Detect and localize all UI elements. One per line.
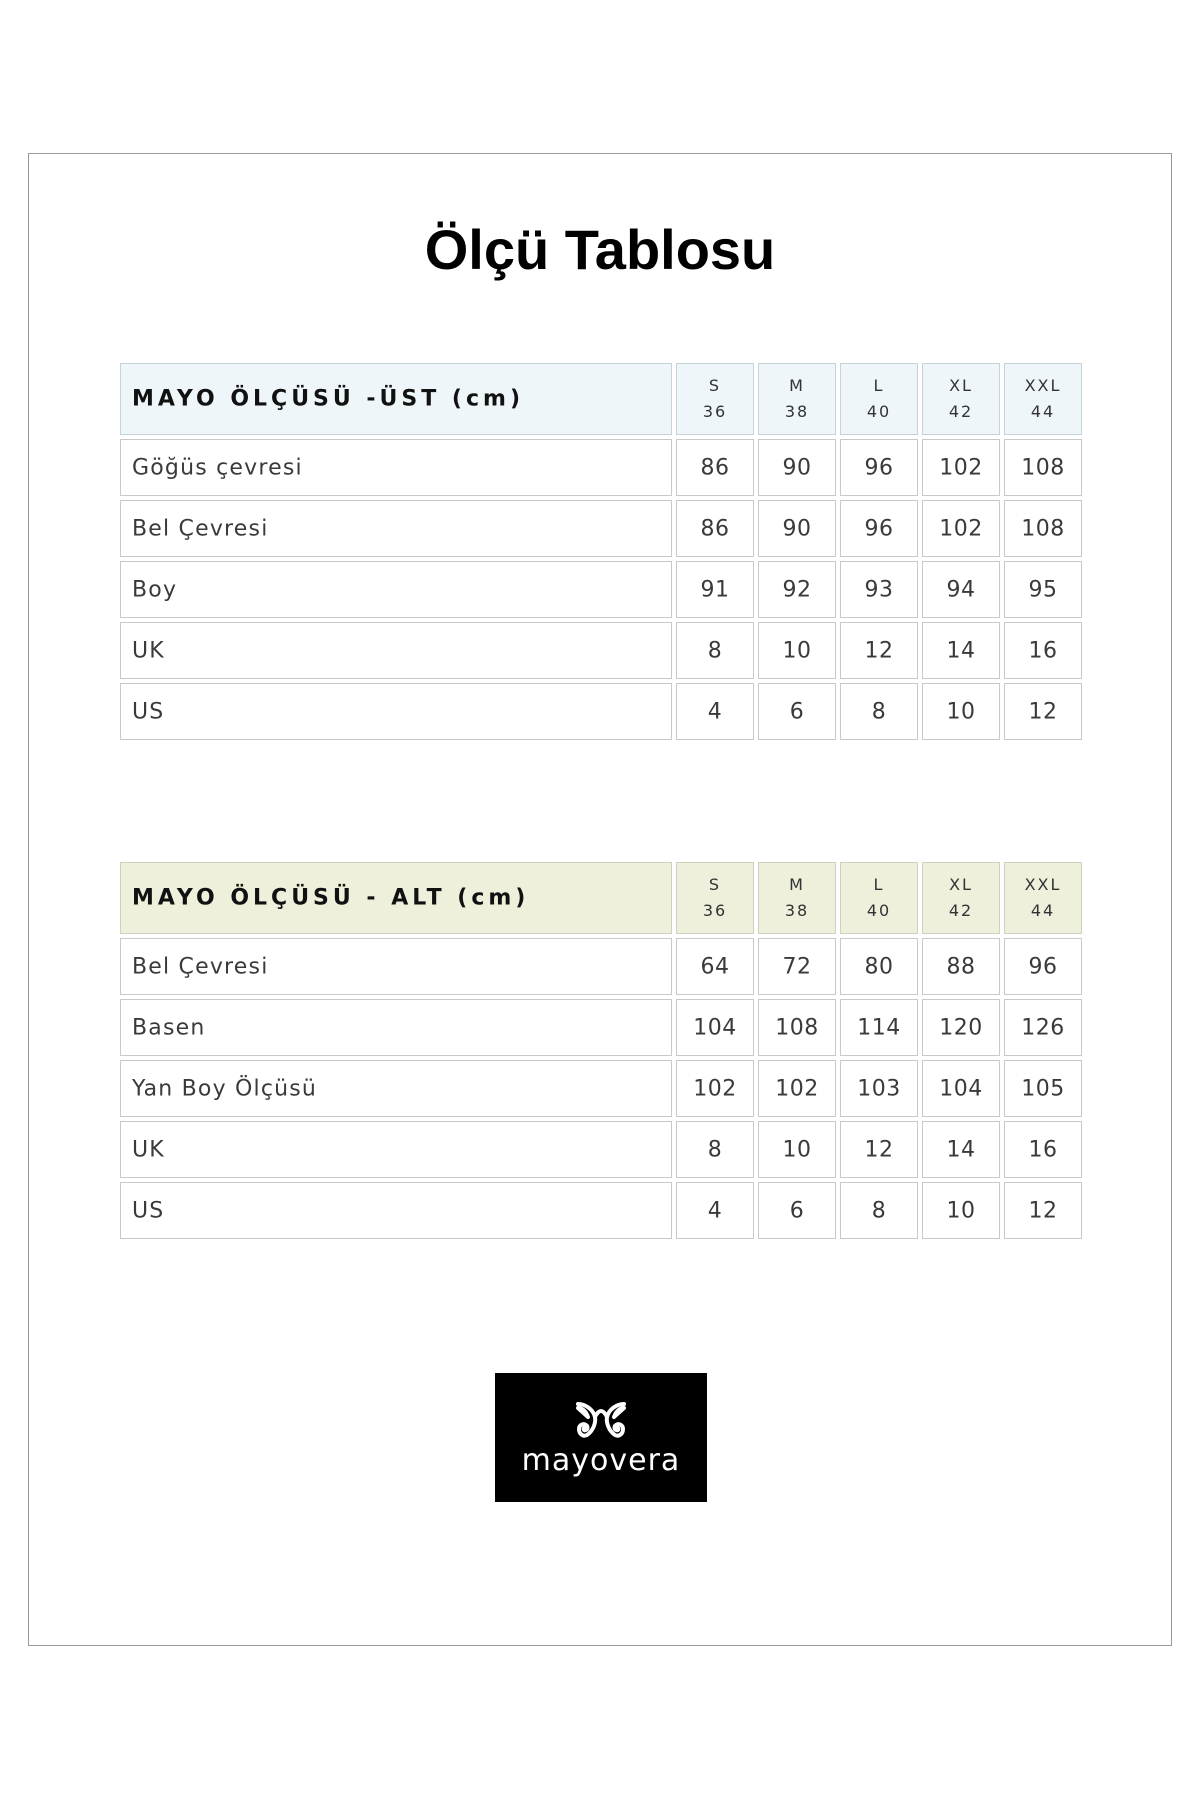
size-header-cell [840, 363, 918, 435]
size-header-cell [840, 862, 918, 934]
row-label: Bel Çevresi [132, 954, 269, 979]
row-label-cell [120, 500, 672, 557]
measurement-value: 64 [700, 954, 730, 979]
measurement-value: 90 [782, 455, 812, 480]
measurement-value: 94 [946, 577, 976, 602]
value-cell [1004, 938, 1082, 995]
value-cell [840, 1121, 918, 1178]
value-cell [1004, 999, 1082, 1056]
row-label: UK [132, 1137, 165, 1162]
row-label: Boy [132, 577, 178, 602]
value-cell [922, 683, 1000, 740]
value-cell [676, 1121, 754, 1178]
measurement-value: 10 [782, 1137, 812, 1162]
measurement-value: 95 [1028, 577, 1058, 602]
row-label: US [132, 699, 165, 724]
table-heading: MAYO ÖLÇÜSÜ - ALT (cm) [132, 885, 530, 911]
measurement-value: 93 [864, 577, 894, 602]
brand-logo [495, 1373, 707, 1502]
value-cell [676, 1060, 754, 1117]
measurement-value: 4 [707, 1198, 723, 1223]
measurement-value: 120 [939, 1015, 983, 1040]
size-number: 44 [1030, 402, 1056, 421]
value-cell [922, 1060, 1000, 1117]
measurement-value: 108 [1021, 516, 1065, 541]
value-cell [1004, 500, 1082, 557]
size-header-cell [676, 862, 754, 934]
value-cell [922, 439, 1000, 496]
table-row [120, 938, 1082, 995]
measurement-value: 8 [707, 1137, 723, 1162]
measurement-value: 72 [782, 954, 812, 979]
value-cell [922, 622, 1000, 679]
mayovera-logo-icon [575, 1401, 627, 1443]
measurement-value: 102 [939, 516, 983, 541]
measurement-value: 102 [775, 1076, 819, 1101]
row-label: Yan Boy Ölçüsü [132, 1076, 318, 1101]
measurement-value: 10 [946, 699, 976, 724]
measurement-value: 12 [864, 638, 894, 663]
value-cell [676, 938, 754, 995]
measurement-value: 6 [789, 699, 805, 724]
size-letter: XXL [1024, 875, 1062, 894]
value-cell [1004, 439, 1082, 496]
size-number: 38 [784, 901, 810, 920]
value-cell [840, 561, 918, 618]
value-cell [840, 999, 918, 1056]
value-cell [840, 439, 918, 496]
page-title: Ölçü Tablosu [424, 218, 776, 281]
size-number: 42 [948, 402, 974, 421]
measurement-value: 86 [700, 516, 730, 541]
value-cell [1004, 1182, 1082, 1239]
size-header-cell [758, 363, 836, 435]
measurement-value: 10 [782, 638, 812, 663]
size-header-cell [1004, 363, 1082, 435]
measurement-value: 96 [864, 516, 894, 541]
size-number: 36 [702, 901, 728, 920]
value-cell [922, 999, 1000, 1056]
row-label: Basen [132, 1015, 206, 1040]
value-cell [1004, 622, 1082, 679]
size-number: 44 [1030, 901, 1056, 920]
row-label-cell [120, 1182, 672, 1239]
value-cell [676, 683, 754, 740]
size-header-cell [922, 363, 1000, 435]
value-cell [676, 1182, 754, 1239]
table-heading: MAYO ÖLÇÜSÜ -ÜST (cm) [132, 386, 524, 412]
value-cell [758, 500, 836, 557]
measurement-value: 114 [857, 1015, 901, 1040]
value-cell [922, 561, 1000, 618]
table-row [120, 1060, 1082, 1117]
table-row [120, 999, 1082, 1056]
measurement-value: 90 [782, 516, 812, 541]
value-cell [758, 439, 836, 496]
value-cell [758, 999, 836, 1056]
value-cell [676, 622, 754, 679]
size-number: 42 [948, 901, 974, 920]
row-label: US [132, 1198, 165, 1223]
measurement-value: 104 [693, 1015, 737, 1040]
measurement-value: 14 [946, 1137, 976, 1162]
value-cell [840, 938, 918, 995]
row-label-cell [120, 1121, 672, 1178]
measurement-value: 102 [939, 455, 983, 480]
row-label-cell [120, 622, 672, 679]
table-row [120, 622, 1082, 679]
value-cell [922, 1121, 1000, 1178]
row-label-cell [120, 683, 672, 740]
size-letter: XL [949, 376, 973, 395]
measurement-value: 14 [946, 638, 976, 663]
table-heading-cell [120, 862, 672, 934]
measurement-value: 8 [871, 699, 887, 724]
row-label: Bel Çevresi [132, 516, 269, 541]
value-cell [1004, 561, 1082, 618]
value-cell [922, 500, 1000, 557]
value-cell [676, 439, 754, 496]
table-header-row [120, 363, 1082, 435]
row-label-cell [120, 1060, 672, 1117]
size-header-cell [758, 862, 836, 934]
measurement-value: 16 [1028, 1137, 1058, 1162]
measurement-value: 8 [871, 1198, 887, 1223]
top-size-table [120, 363, 1082, 744]
value-cell [758, 622, 836, 679]
value-cell [922, 1182, 1000, 1239]
value-cell [922, 938, 1000, 995]
measurement-value: 6 [789, 1198, 805, 1223]
value-cell [758, 1121, 836, 1178]
measurement-value: 126 [1021, 1015, 1065, 1040]
table-header-row [120, 862, 1082, 934]
measurement-value: 96 [1028, 954, 1058, 979]
measurement-value: 108 [1021, 455, 1065, 480]
measurement-value: 103 [857, 1076, 901, 1101]
value-cell [676, 999, 754, 1056]
size-number: 40 [866, 901, 892, 920]
value-cell [840, 622, 918, 679]
size-letter: S [708, 376, 722, 395]
row-label-cell [120, 561, 672, 618]
value-cell [1004, 1060, 1082, 1117]
measurement-value: 12 [864, 1137, 894, 1162]
measurement-value: 91 [700, 577, 730, 602]
size-letter: M [789, 875, 805, 894]
value-cell [1004, 1121, 1082, 1178]
table-row [120, 500, 1082, 557]
size-letter: M [789, 376, 805, 395]
size-number: 40 [866, 402, 892, 421]
size-letter: L [873, 875, 885, 894]
value-cell [1004, 683, 1082, 740]
measurement-value: 8 [707, 638, 723, 663]
measurement-value: 4 [707, 699, 723, 724]
row-label: Göğüs çevresi [132, 455, 303, 480]
size-number: 36 [702, 402, 728, 421]
measurement-value: 92 [782, 577, 812, 602]
size-letter: S [708, 875, 722, 894]
value-cell [676, 500, 754, 557]
value-cell [758, 938, 836, 995]
size-header-cell [1004, 862, 1082, 934]
measurement-value: 104 [939, 1076, 983, 1101]
measurement-value: 108 [775, 1015, 819, 1040]
value-cell [840, 683, 918, 740]
size-letter: L [873, 376, 885, 395]
value-cell [758, 1182, 836, 1239]
size-letter: XXL [1024, 376, 1062, 395]
measurement-value: 105 [1021, 1076, 1065, 1101]
value-cell [758, 1060, 836, 1117]
table-row [120, 561, 1082, 618]
measurement-value: 10 [946, 1198, 976, 1223]
logo-text: mayovera [521, 1443, 681, 1478]
size-letter: XL [949, 875, 973, 894]
measurement-value: 12 [1028, 699, 1058, 724]
value-cell [676, 561, 754, 618]
measurement-value: 88 [946, 954, 976, 979]
table-heading-cell [120, 363, 672, 435]
measurement-value: 102 [693, 1076, 737, 1101]
size-header-cell [676, 363, 754, 435]
measurement-value: 80 [864, 954, 894, 979]
value-cell [840, 500, 918, 557]
row-label-cell [120, 938, 672, 995]
row-label-cell [120, 999, 672, 1056]
table-row [120, 683, 1082, 740]
row-label-cell [120, 439, 672, 496]
row-label: UK [132, 638, 165, 663]
size-header-cell [922, 862, 1000, 934]
table-row [120, 1182, 1082, 1239]
table-row [120, 1121, 1082, 1178]
measurement-value: 12 [1028, 1198, 1058, 1223]
value-cell [840, 1060, 918, 1117]
measurement-value: 86 [700, 455, 730, 480]
measurement-value: 96 [864, 455, 894, 480]
value-cell [840, 1182, 918, 1239]
size-number: 38 [784, 402, 810, 421]
value-cell [758, 683, 836, 740]
bottom-size-table [120, 862, 1082, 1243]
value-cell [758, 561, 836, 618]
table-row [120, 439, 1082, 496]
measurement-value: 16 [1028, 638, 1058, 663]
